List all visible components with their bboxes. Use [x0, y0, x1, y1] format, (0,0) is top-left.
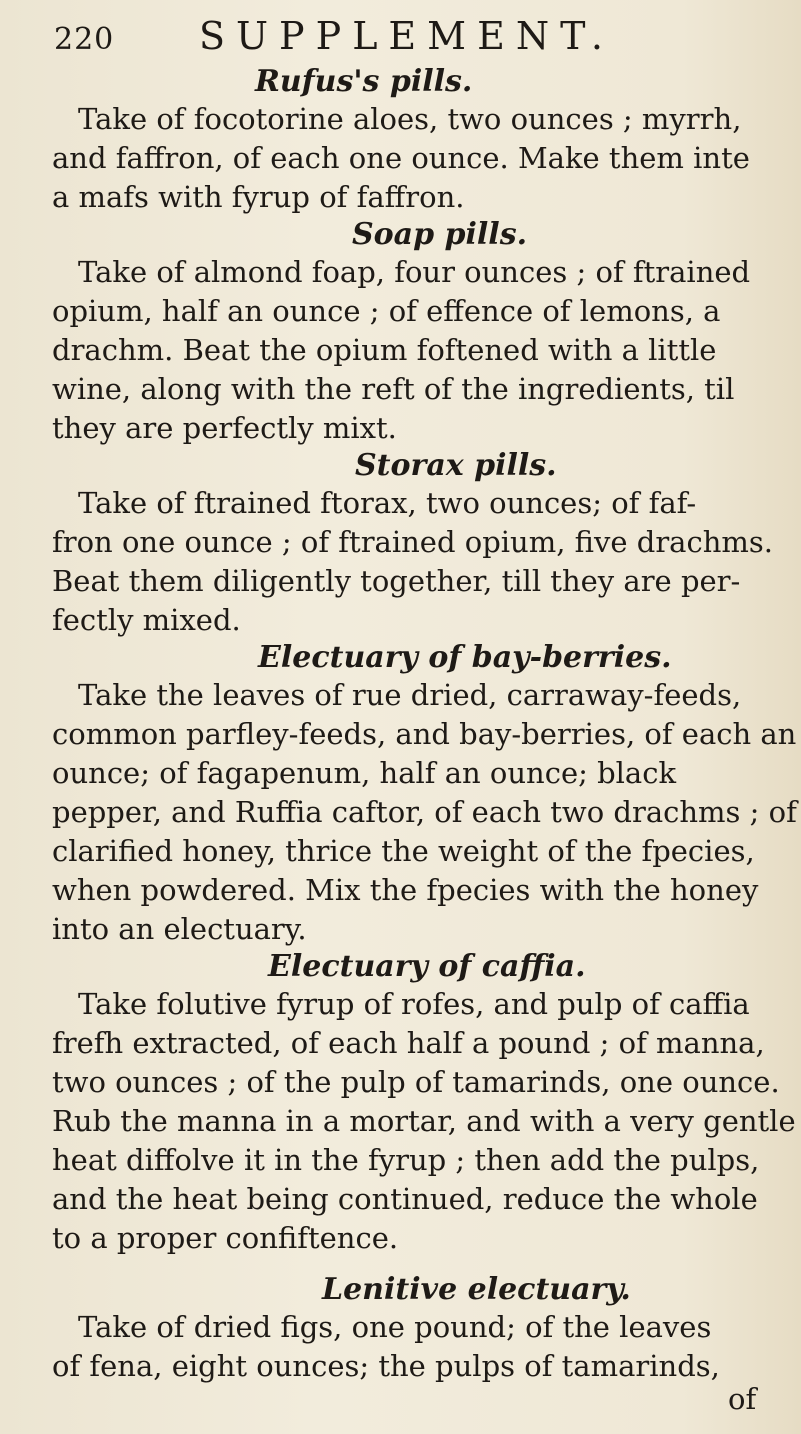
text-line: wine, along with the reft of the ingredients, til: [52, 372, 735, 406]
text-line: Rub the manna in a mortar, and with a very gentle: [52, 1104, 796, 1138]
recipe-text: [52, 676, 797, 949]
text-line: ounce; of fagapenum, half an ounce; black: [52, 756, 677, 790]
text-line: drachm. Beat the opium foftened with a little: [52, 333, 717, 367]
recipe-text: [52, 100, 792, 217]
text-line: when powdered. Mix the fpecies with the honey: [52, 873, 759, 907]
recipe-text: [52, 985, 796, 1258]
recipe-text: [52, 484, 792, 640]
text-line: Take the leaves of rue dried, carraway-feeds,: [78, 678, 742, 712]
recipe-text: [52, 253, 792, 448]
recipe-text: [52, 1308, 792, 1419]
page-header: [54, 6, 774, 56]
text-line: Beat them diligently together, till they are per-: [52, 564, 741, 598]
text-line: Take of almond foap, four ounces ; of ftrained: [78, 255, 751, 289]
text-line: Take of dried figs, one pound; of the leaves: [78, 1310, 712, 1344]
running-head: SUPPLEMENT.: [199, 14, 614, 58]
text-line: two ounces ; of the pulp of tamarinds, one ounce.: [52, 1065, 780, 1099]
page-body: [52, 64, 797, 1419]
text-line: pepper, and Ruffia caftor, of each two drachms ; of: [52, 795, 797, 829]
recipe-title: Storax pills.: [355, 448, 557, 483]
text-line: frefh extracted, of each half a pound ; of manna,: [52, 1026, 765, 1060]
text-line: Take of focotorine aloes, two ounces ; myrrh,: [78, 102, 742, 136]
text-line: opium, half an ounce ; of effence of lemons, a: [52, 294, 721, 328]
text-line: into an electuary.: [52, 912, 307, 946]
text-line: Take folutive fyrup of rofes, and pulp of caffia: [78, 987, 750, 1021]
recipe-title: Electuary of bay-berries.: [258, 640, 672, 675]
text-line: and faffron, of each one ounce. Make them inte: [52, 141, 750, 175]
text-line: to a proper confiftence.: [52, 1221, 399, 1255]
catchword: of: [728, 1382, 757, 1416]
text-line: fectly mixed.: [52, 603, 241, 637]
recipe-title: Electuary of caffia.: [268, 949, 586, 984]
text-line: fron one ounce ; of ftrained opium, five drachms.: [52, 525, 773, 559]
recipe-title: Rufus's pills.: [255, 64, 473, 99]
text-line: Take of ftrained ftorax, two ounces; of faf-: [78, 486, 697, 520]
text-line: they are perfectly mixt.: [52, 411, 397, 445]
text-line: heat diffolve it in the fyrup ; then add the pulps,: [52, 1143, 760, 1177]
text-line: of fena, eight ounces; the pulps of tamarinds,: [52, 1349, 720, 1383]
recipe-title: Lenitive electuary.: [322, 1272, 631, 1307]
page-number: 220: [54, 22, 115, 57]
text-line: a mafs with fyrup of faffron.: [52, 180, 465, 214]
text-line: common parfley-feeds, and bay-berries, of each an: [52, 717, 797, 751]
recipe-title: Soap pills.: [352, 217, 528, 252]
text-line: and the heat being continued, reduce the whole: [52, 1182, 758, 1216]
text-line: clarified honey, thrice the weight of the fpecies,: [52, 834, 755, 868]
